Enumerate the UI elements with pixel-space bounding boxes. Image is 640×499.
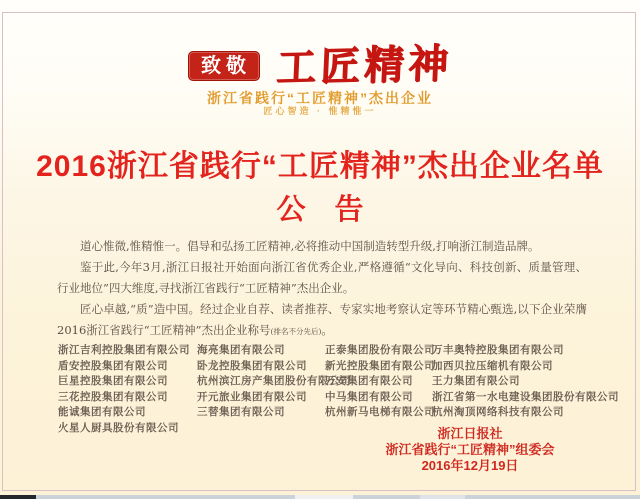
announcement-body: [57, 236, 587, 342]
company-name: 巨星控股集团有限公司: [58, 375, 168, 387]
company-name: 盾安控股集团有限公司: [58, 359, 168, 372]
company-name: 王力集团有限公司: [432, 375, 520, 387]
paragraph-3-note: (排名不分先后): [270, 327, 322, 336]
signature-committee: 浙江省践行“工匠精神”组委会: [385, 442, 555, 457]
badge-text: 致敬: [201, 55, 251, 77]
video-progress-bar[interactable]: [0, 495, 640, 499]
company-name: 卧龙控股集团有限公司: [197, 359, 307, 372]
company-name: 浙江省第一水电建设集团股份有限公司: [432, 390, 619, 403]
paragraph-2: 鉴于此,今年3月,浙江日报社开始面向浙江省优秀企业,严格遵循“文化导向、科技创新、质量管理、行业地位”四大维度,寻找浙江省践行“工匠精神”杰出企业。: [57, 260, 587, 295]
company-column-4: [432, 343, 619, 421]
company-list: [58, 343, 618, 439]
paragraph-1: 道心惟微,惟精惟一。倡导和弘扬工匠精神,必将推动中国制造转型升级,打响浙江制造品牌。: [80, 239, 540, 253]
signature-date: 2016年12月19日: [421, 458, 519, 473]
company-name: 加西贝拉压缩机有限公司: [432, 359, 553, 372]
company-name: 开元旅业集团有限公司: [197, 390, 307, 403]
progress-buffer-segment: [295, 495, 353, 499]
company-name: 能诚集团有限公司: [58, 406, 146, 418]
company-name: 海亮集团有限公司: [197, 344, 285, 356]
company-name: 万安集团有限公司: [325, 375, 413, 387]
company-name: 正泰集团股份有限公司: [325, 344, 435, 356]
company-name: 杭州滨江房产集团股份有限公司: [197, 375, 351, 387]
company-name: 三花控股集团有限公司: [58, 390, 168, 403]
company-name: 新光控股集团有限公司: [325, 359, 435, 372]
campaign-logo: [0, 40, 640, 92]
progress-played-segment: [0, 495, 36, 499]
company-name: 浙江吉利控股集团有限公司: [58, 344, 190, 356]
signature-organization: 浙江日报社: [437, 426, 503, 441]
company-column-1: [58, 343, 190, 436]
paragraph-3-main: 匠心卓越,“质”造中国。经过企业自荐、读者推荐、专家实地考察认定等环节精心甄选,以下企业荣膺2016浙江省践行“工匠精神”杰出企业称号: [57, 302, 587, 337]
company-name: 万丰奥特控股集团有限公司: [432, 344, 564, 356]
company-name: 三替集团有限公司: [197, 406, 285, 418]
page-title: 2016浙江省践行“工匠精神”杰出企业名单: [36, 150, 604, 183]
craftsman-spirit-calligraphy: 工匠精神: [275, 39, 454, 92]
campaign-subtitle: 浙江省践行“工匠精神”杰出企业: [207, 90, 433, 106]
paragraph-3: [57, 299, 587, 342]
signature-block: [372, 426, 568, 474]
company-name: 杭州新马电梯有限公司: [325, 406, 435, 418]
company-name: 中马集团有限公司: [325, 390, 413, 403]
zhijing-badge: [188, 51, 260, 81]
progress-buffer-segment-2: [420, 495, 465, 499]
company-column-3: [325, 343, 435, 421]
paragraph-3-end: 。: [321, 323, 333, 337]
company-name: 杭州淘顶网络科技有限公司: [432, 406, 564, 418]
page-title-announcement: 公 告: [276, 194, 364, 226]
company-name: 火星人厨具股份有限公司: [58, 421, 179, 434]
campaign-slogan: 匠心智造 · 惟精惟一: [263, 106, 377, 116]
